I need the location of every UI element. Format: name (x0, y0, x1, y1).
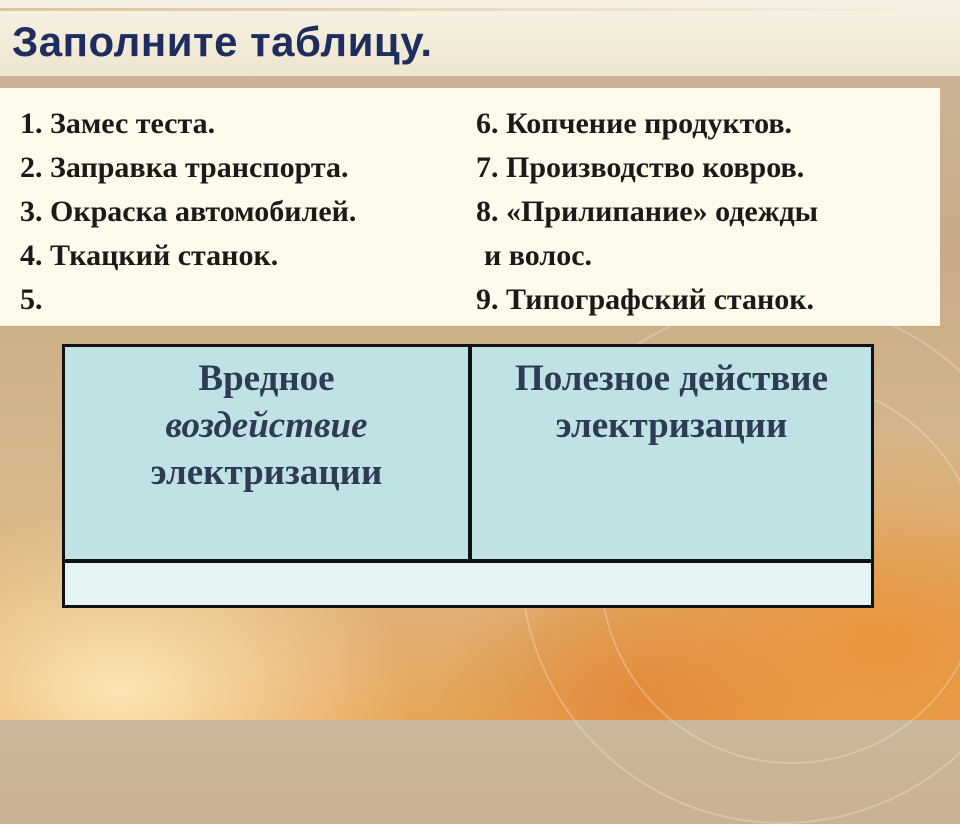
task-list-left-column (20, 102, 356, 322)
harm-header-line: электризации (150, 452, 383, 493)
slide-title: Заполните таблицу. (12, 18, 433, 65)
list-item: 8. «Прилипание» одежды (476, 195, 819, 228)
title-band (0, 0, 960, 76)
benefit-header-line: Полезное действие (514, 358, 829, 399)
benefit-header-line: электризации (555, 405, 788, 446)
harm-header-line-italic: воздействие (165, 405, 368, 446)
harm-header-line: Вредное (198, 358, 335, 399)
task-list-box (0, 88, 940, 326)
list-item-continuation: и волос. (484, 239, 593, 272)
list-item: 9. Типографский станок. (476, 283, 815, 316)
list-item: 1. Замес теста. (20, 107, 216, 140)
harm-column-header (65, 355, 468, 496)
benefit-answer-cell[interactable] (472, 563, 871, 605)
list-item: 3. Окраска автомобилей. (20, 195, 357, 228)
list-item: 7. Производство ковров. (476, 151, 805, 184)
classification-table (62, 344, 874, 608)
task-list-right-column (476, 102, 818, 322)
list-item: 5. (20, 283, 43, 316)
benefit-column-header (472, 355, 871, 449)
list-item: 6. Копчение продуктов. (476, 107, 793, 140)
list-item: 2. Заправка транспорта. (20, 151, 349, 184)
list-item: 4. Ткацкий станок. (20, 239, 279, 272)
harm-answer-cell[interactable] (65, 563, 468, 605)
